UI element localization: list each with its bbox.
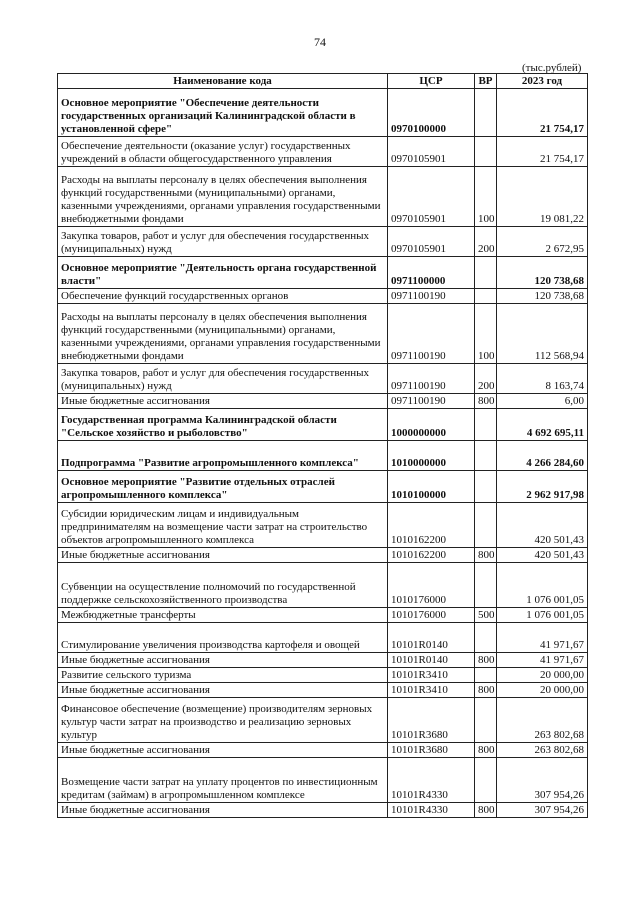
row-vr: 200 bbox=[475, 227, 497, 257]
row-name: Расходы на выплаты персоналу в целях обеспечения выполнения функций государственными (муниципальными) органами, казенными учреждениями, органами управления государственными внебюджетными фондами bbox=[58, 304, 388, 364]
row-vr bbox=[475, 89, 497, 137]
table-row bbox=[58, 394, 588, 409]
table-row bbox=[58, 698, 588, 743]
row-vr: 800 bbox=[475, 803, 497, 818]
table-row bbox=[58, 89, 588, 137]
row-amount: 2 962 917,98 bbox=[497, 471, 588, 503]
row-name: Иные бюджетные ассигнования bbox=[58, 394, 388, 409]
row-name: Государственная программа Калининградской области "Сельское хозяйство и рыболовство" bbox=[58, 409, 388, 441]
row-name: Иные бюджетные ассигнования bbox=[58, 548, 388, 563]
row-amount: 307 954,26 bbox=[497, 803, 588, 818]
row-amount: 263 802,68 bbox=[497, 698, 588, 743]
row-vr bbox=[475, 563, 497, 608]
row-amount: 120 738,68 bbox=[497, 289, 588, 304]
row-name: Иные бюджетные ассигнования bbox=[58, 683, 388, 698]
table-header-row bbox=[58, 74, 588, 89]
row-name: Субсидии юридическим лицам и индивидуальным предпринимателям на возмещение части затрат на строительство объектов агропромышленного комплекса bbox=[58, 503, 388, 548]
row-amount: 420 501,43 bbox=[497, 548, 588, 563]
row-amount: 2 672,95 bbox=[497, 227, 588, 257]
row-csr: 1010176000 bbox=[388, 563, 475, 608]
row-amount: 1 076 001,05 bbox=[497, 563, 588, 608]
row-csr: 10101R0140 bbox=[388, 623, 475, 653]
row-vr bbox=[475, 257, 497, 289]
row-csr: 10101R3410 bbox=[388, 668, 475, 683]
row-csr: 10101R3680 bbox=[388, 743, 475, 758]
row-csr: 1010176000 bbox=[388, 608, 475, 623]
row-vr bbox=[475, 668, 497, 683]
row-amount: 8 163,74 bbox=[497, 364, 588, 394]
table-row bbox=[58, 137, 588, 167]
row-amount: 41 971,67 bbox=[497, 623, 588, 653]
row-csr: 10101R3410 bbox=[388, 683, 475, 698]
row-amount: 21 754,17 bbox=[497, 89, 588, 137]
table-row bbox=[58, 668, 588, 683]
row-csr: 0970105901 bbox=[388, 227, 475, 257]
row-amount: 20 000,00 bbox=[497, 683, 588, 698]
row-name: Развитие сельского туризма bbox=[58, 668, 388, 683]
row-vr bbox=[475, 289, 497, 304]
row-name: Возмещение части затрат на уплату процентов по инвестиционным кредитам (займам) в агропромышленном комплексе bbox=[58, 758, 388, 803]
column-header-vr: ВР bbox=[475, 74, 497, 89]
row-csr: 10101R3680 bbox=[388, 698, 475, 743]
budget-table bbox=[57, 73, 588, 818]
row-name: Обеспечение функций государственных органов bbox=[58, 289, 388, 304]
table-row bbox=[58, 548, 588, 563]
row-name: Основное мероприятие "Деятельность органа государственной власти" bbox=[58, 257, 388, 289]
table-row bbox=[58, 743, 588, 758]
row-vr: 800 bbox=[475, 653, 497, 668]
row-csr: 10101R4330 bbox=[388, 803, 475, 818]
row-amount: 112 568,94 bbox=[497, 304, 588, 364]
row-vr bbox=[475, 471, 497, 503]
table-row bbox=[58, 503, 588, 548]
table-row bbox=[58, 304, 588, 364]
row-vr: 800 bbox=[475, 394, 497, 409]
row-csr: 1010162200 bbox=[388, 503, 475, 548]
row-vr: 100 bbox=[475, 167, 497, 227]
table-row bbox=[58, 409, 588, 441]
row-csr: 0970105901 bbox=[388, 137, 475, 167]
row-amount: 1 076 001,05 bbox=[497, 608, 588, 623]
row-name: Подпрограмма "Развитие агропромышленного комплекса" bbox=[58, 441, 388, 471]
row-name: Закупка товаров, работ и услуг для обеспечения государственных (муниципальных) нужд bbox=[58, 227, 388, 257]
table-row bbox=[58, 441, 588, 471]
row-amount: 20 000,00 bbox=[497, 668, 588, 683]
row-vr: 200 bbox=[475, 364, 497, 394]
row-csr: 0971100190 bbox=[388, 289, 475, 304]
row-amount: 4 692 695,11 bbox=[497, 409, 588, 441]
row-name: Иные бюджетные ассигнования bbox=[58, 803, 388, 818]
row-name: Закупка товаров, работ и услуг для обеспечения государственных (муниципальных) нужд bbox=[58, 364, 388, 394]
row-amount: 6,00 bbox=[497, 394, 588, 409]
row-amount: 41 971,67 bbox=[497, 653, 588, 668]
table-row bbox=[58, 563, 588, 608]
table-row bbox=[58, 471, 588, 503]
column-header-csr: ЦСР bbox=[388, 74, 475, 89]
row-name: Межбюджетные трансферты bbox=[58, 608, 388, 623]
row-name: Основное мероприятие "Развитие отдельных отраслей агропромышленного комплекса" bbox=[58, 471, 388, 503]
row-csr: 1010000000 bbox=[388, 441, 475, 471]
row-vr: 500 bbox=[475, 608, 497, 623]
row-csr: 0971100190 bbox=[388, 304, 475, 364]
table-row bbox=[58, 167, 588, 227]
row-csr: 10101R4330 bbox=[388, 758, 475, 803]
row-amount: 263 802,68 bbox=[497, 743, 588, 758]
table-row bbox=[58, 257, 588, 289]
row-name: Субвенции на осуществление полномочий по государственной поддержке сельскохозяйственного производства bbox=[58, 563, 388, 608]
table-row bbox=[58, 623, 588, 653]
table-row bbox=[58, 653, 588, 668]
table-row bbox=[58, 758, 588, 803]
table-row bbox=[58, 803, 588, 818]
row-name: Иные бюджетные ассигнования bbox=[58, 743, 388, 758]
row-amount: 19 081,22 bbox=[497, 167, 588, 227]
row-amount: 307 954,26 bbox=[497, 758, 588, 803]
row-name: Иные бюджетные ассигнования bbox=[58, 653, 388, 668]
table-row bbox=[58, 608, 588, 623]
row-csr: 0970100000 bbox=[388, 89, 475, 137]
row-name: Расходы на выплаты персоналу в целях обеспечения выполнения функций государственными (муниципальными) органами, казенными учреждениями, органами управления государственными внебюджетными фондами bbox=[58, 167, 388, 227]
row-vr bbox=[475, 441, 497, 471]
row-amount: 420 501,43 bbox=[497, 503, 588, 548]
row-vr bbox=[475, 137, 497, 167]
row-vr: 800 bbox=[475, 683, 497, 698]
row-name: Стимулирование увеличения производства картофеля и овощей bbox=[58, 623, 388, 653]
column-header-name: Наименование кода bbox=[58, 74, 388, 89]
row-amount: 4 266 284,60 bbox=[497, 441, 588, 471]
row-vr bbox=[475, 409, 497, 441]
row-csr: 0970105901 bbox=[388, 167, 475, 227]
row-name: Обеспечение деятельности (оказание услуг) государственных учреждений в области общегосударственного управления bbox=[58, 137, 388, 167]
column-header-year: 2023 год bbox=[497, 74, 588, 89]
row-name: Основное мероприятие "Обеспечение деятельности государственных организаций Калининградской области в установленной сфере" bbox=[58, 89, 388, 137]
row-vr: 800 bbox=[475, 743, 497, 758]
row-amount: 120 738,68 bbox=[497, 257, 588, 289]
table-row bbox=[58, 364, 588, 394]
units-label: (тыс.рублей) bbox=[522, 62, 582, 74]
row-csr: 0971100190 bbox=[388, 394, 475, 409]
row-amount: 21 754,17 bbox=[497, 137, 588, 167]
row-csr: 1010162200 bbox=[388, 548, 475, 563]
row-name: Финансовое обеспечение (возмещение) производителям зерновых культур части затрат на производство и реализацию зерновых культур bbox=[58, 698, 388, 743]
row-vr: 800 bbox=[475, 548, 497, 563]
row-vr bbox=[475, 623, 497, 653]
row-csr: 10101R0140 bbox=[388, 653, 475, 668]
page-number: 74 bbox=[314, 35, 326, 49]
row-csr: 0971100190 bbox=[388, 364, 475, 394]
table-row bbox=[58, 683, 588, 698]
table-row bbox=[58, 289, 588, 304]
row-vr bbox=[475, 698, 497, 743]
row-vr bbox=[475, 503, 497, 548]
row-vr bbox=[475, 758, 497, 803]
row-csr: 1010100000 bbox=[388, 471, 475, 503]
row-csr: 1000000000 bbox=[388, 409, 475, 441]
row-csr: 0971100000 bbox=[388, 257, 475, 289]
row-vr: 100 bbox=[475, 304, 497, 364]
table-row bbox=[58, 227, 588, 257]
